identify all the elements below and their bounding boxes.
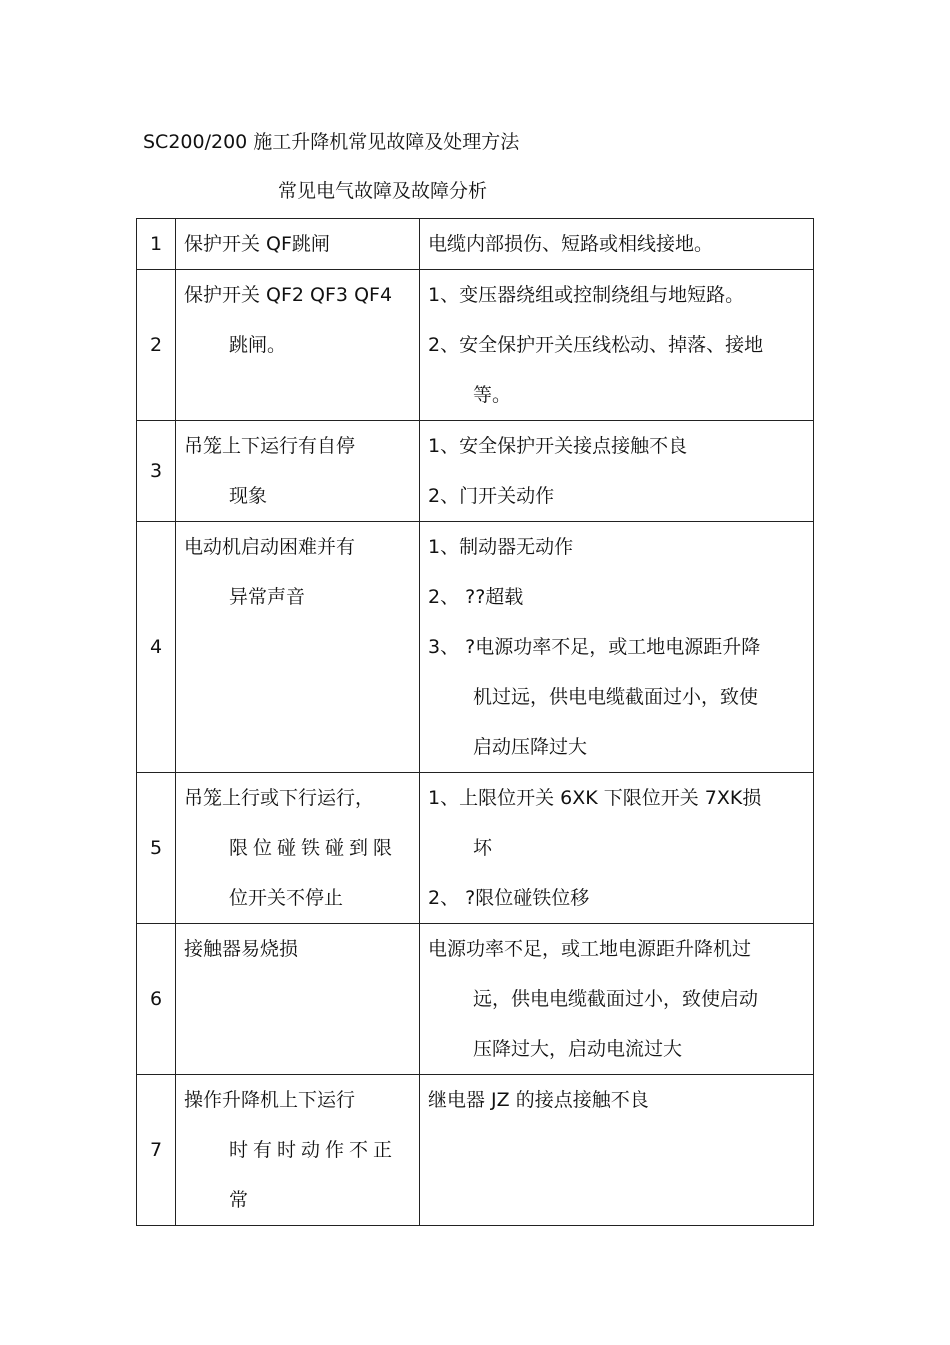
cause-line: 3、 ?电源功率不足，或工地电源距升降 (428, 636, 761, 658)
fault-symptom (176, 924, 420, 1075)
table-row (137, 270, 814, 421)
row-number: 3 (137, 421, 176, 522)
row-number: 1 (137, 219, 176, 270)
fault-cause (420, 219, 814, 270)
fault-cause (420, 773, 814, 924)
table-row (137, 421, 814, 522)
row-number: 5 (137, 773, 176, 924)
cause-line: 坏 (473, 837, 493, 859)
symptom-line: 跳闸。 (229, 334, 287, 356)
cause-line: 2、门开关动作 (428, 485, 555, 507)
row-number: 2 (137, 270, 176, 421)
cause-line: 电缆内部损伤、短路或相线接地。 (428, 233, 714, 255)
cause-line: 2、 ?限位碰铁位移 (428, 887, 590, 909)
row-number: 6 (137, 924, 176, 1075)
symptom-line: 限位碰铁碰到限 (229, 837, 398, 859)
symptom-line: 保护开关 QF跳闸 (184, 233, 330, 255)
fault-cause (420, 421, 814, 522)
symptom-line: 接触器易烧损 (184, 938, 299, 960)
cause-line: 2、安全保护开关压线松动、掉落、接地 (428, 334, 764, 356)
fault-symptom (176, 1075, 420, 1226)
cause-line: 启动压降过大 (473, 736, 588, 758)
row-number: 7 (137, 1075, 176, 1226)
symptom-line: 保护开关 QF2 QF3 QF4 (184, 284, 393, 306)
symptom-line: 位开关不停止 (229, 887, 344, 909)
table-row (137, 773, 814, 924)
document-title: SC200/200 施工升降机常见故障及处理方法 (143, 131, 520, 153)
cause-line: 1、上限位开关 6XK 下限位开关 7XK损 (428, 787, 762, 809)
table-row (137, 522, 814, 773)
symptom-line: 现象 (229, 485, 268, 507)
symptom-line: 操作升降机上下运行 (184, 1089, 356, 1111)
table-row (137, 924, 814, 1075)
symptom-line: 时有时动作不正 (229, 1139, 398, 1161)
fault-cause (420, 924, 814, 1075)
table-row (137, 1075, 814, 1226)
fault-cause (420, 522, 814, 773)
symptom-line: 常 (229, 1189, 249, 1211)
cause-line: 机过远，供电电缆截面过小，致使 (473, 686, 759, 708)
row-number: 4 (137, 522, 176, 773)
symptom-line: 异常声音 (229, 586, 306, 608)
cause-line: 继电器 JZ 的接点接触不良 (428, 1089, 649, 1111)
symptom-line: 吊笼上下运行有自停 (184, 435, 356, 457)
symptom-line: 电动机启动困难并有 (184, 536, 356, 558)
fault-table (136, 218, 814, 1226)
fault-symptom (176, 773, 420, 924)
fault-symptom (176, 219, 420, 270)
cause-line: 2、 ??超载 (428, 586, 524, 608)
table-row (137, 219, 814, 270)
cause-line: 1、制动器无动作 (428, 536, 574, 558)
cause-line: 电源功率不足，或工地电源距升降机过 (428, 938, 752, 960)
fault-cause (420, 270, 814, 421)
fault-cause (420, 1075, 814, 1226)
fault-symptom (176, 270, 420, 421)
cause-line: 1、变压器绕组或控制绕组与地短路。 (428, 284, 745, 306)
cause-line: 等。 (473, 384, 512, 406)
cause-line: 1、安全保护开关接点接触不良 (428, 435, 688, 457)
symptom-line: 吊笼上行或下行运行， (184, 787, 375, 809)
document-subtitle: 常见电气故障及故障分析 (278, 180, 488, 202)
fault-symptom (176, 522, 420, 773)
fault-symptom (176, 421, 420, 522)
cause-line: 压降过大，启动电流过大 (473, 1038, 683, 1060)
cause-line: 远，供电电缆截面过小，致使启动 (473, 988, 759, 1010)
